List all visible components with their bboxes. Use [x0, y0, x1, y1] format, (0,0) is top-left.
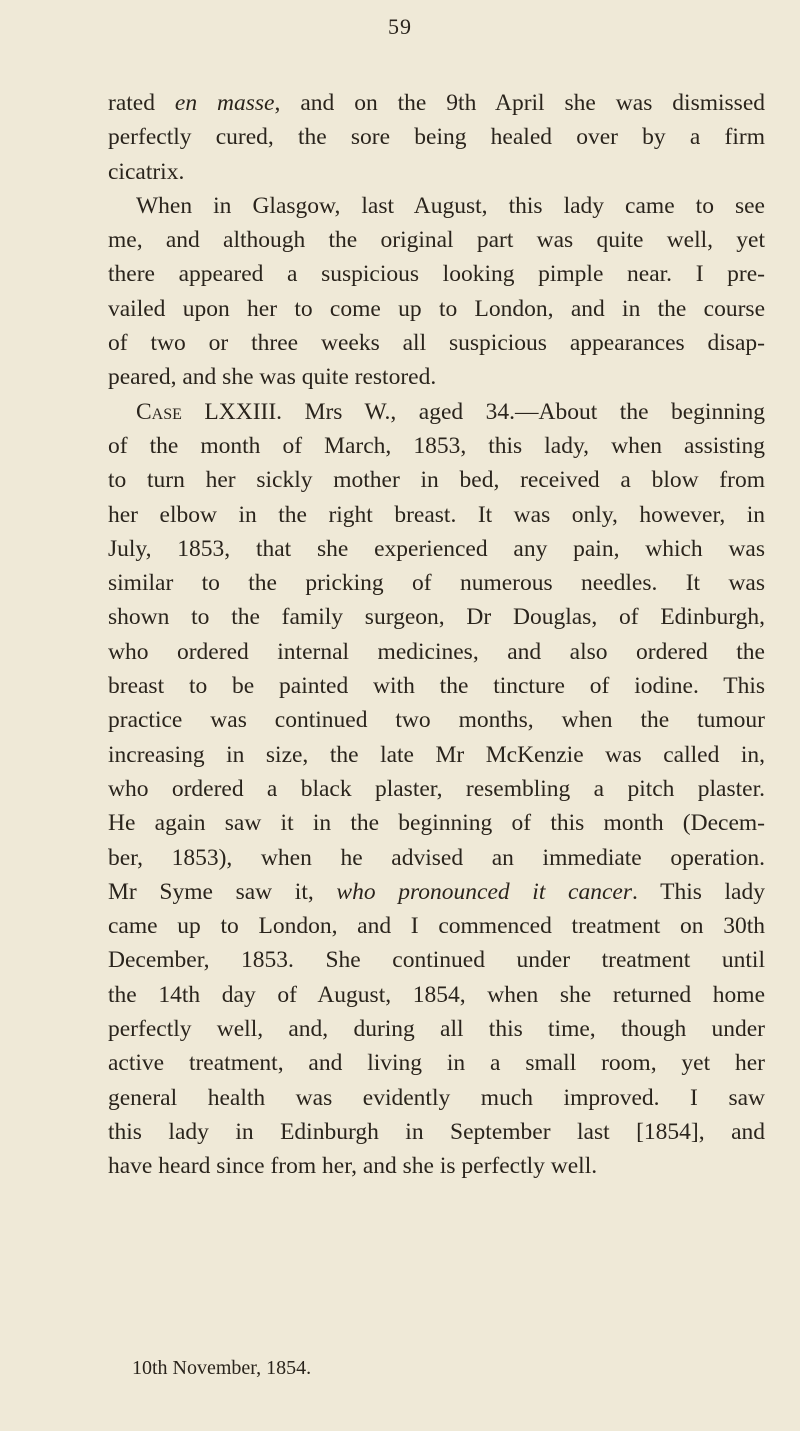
case-heading-line: Case LXXIII. Mrs W., aged 34.—About the beginning — [136, 398, 765, 425]
text-line: vailed upon her to come up to London, and in the course — [108, 295, 765, 322]
text-line: increasing in size, the late Mr McKenzie was called in, — [108, 741, 765, 768]
text-line: rated en masse, and on the 9th April she was dismissed — [108, 90, 766, 116]
case-number: Case LXXIII. — [136, 398, 283, 425]
text-line: came up to London, and I commenced treatment on 30th — [108, 913, 765, 940]
text-line: who ordered internal medicines, and also ordered the — [108, 638, 765, 665]
text-line: cicatrix. — [108, 158, 185, 185]
text-line: practice was continued two months, when the tumour — [108, 707, 765, 734]
text-line: perfectly well, and, during all this time, though under — [108, 1016, 765, 1043]
body-text — [108, 86, 765, 1184]
text-line: of the month of March, 1853, this lady, when assisting — [108, 432, 765, 459]
text-line: me, and although the original part was quite well, yet — [108, 227, 765, 254]
text-line: perfectly cured, the sore being healed over by a firm — [108, 124, 765, 151]
text-line: peared, and she was quite restored. — [108, 364, 437, 391]
text-line: who ordered a black plaster, resembling a pitch plaster. — [108, 775, 765, 802]
text-line: general health was evidently much improved. I saw — [108, 1084, 765, 1111]
text-line: there appeared a suspicious looking pimple near. I pre- — [108, 261, 765, 288]
text-line: ber, 1853), when he advised an immediate operation. — [108, 844, 765, 871]
text-line: to turn her sickly mother in bed, received a blow from — [108, 467, 765, 494]
text-line: shown to the family surgeon, Dr Douglas, of Edinburgh, — [108, 604, 765, 631]
paragraph-start-line: When in Glasgow, last August, this lady came to see — [136, 192, 765, 219]
text-line: He again saw it in the beginning of this month (Decem- — [108, 810, 765, 837]
page-number: 59 — [388, 14, 412, 39]
text-line: July, 1853, that she experienced any pain, which was — [108, 535, 765, 562]
text-line: breast to be painted with the tincture of iodine. This — [108, 673, 765, 700]
text-line: her elbow in the right breast. It was only, however, in — [108, 501, 765, 528]
text-line: of two or three weeks all suspicious appearances disap- — [108, 330, 765, 357]
dateline: 10th November, 1854. — [132, 1357, 312, 1379]
text-line: December, 1853. She continued under treatment until — [108, 947, 765, 974]
text-line: have heard since from her, and she is perfectly well. — [108, 1153, 598, 1180]
text-line: the 14th day of August, 1854, when she returned home — [108, 981, 765, 1008]
text-line: similar to the pricking of numerous needles. It was — [108, 570, 765, 597]
text-line: active treatment, and living in a small room, yet her — [108, 1050, 765, 1077]
text-line: Mr Syme saw it, who pronounced it cancer. This lady — [108, 878, 765, 905]
text-line: this lady in Edinburgh in September last [1854], and — [108, 1118, 765, 1145]
